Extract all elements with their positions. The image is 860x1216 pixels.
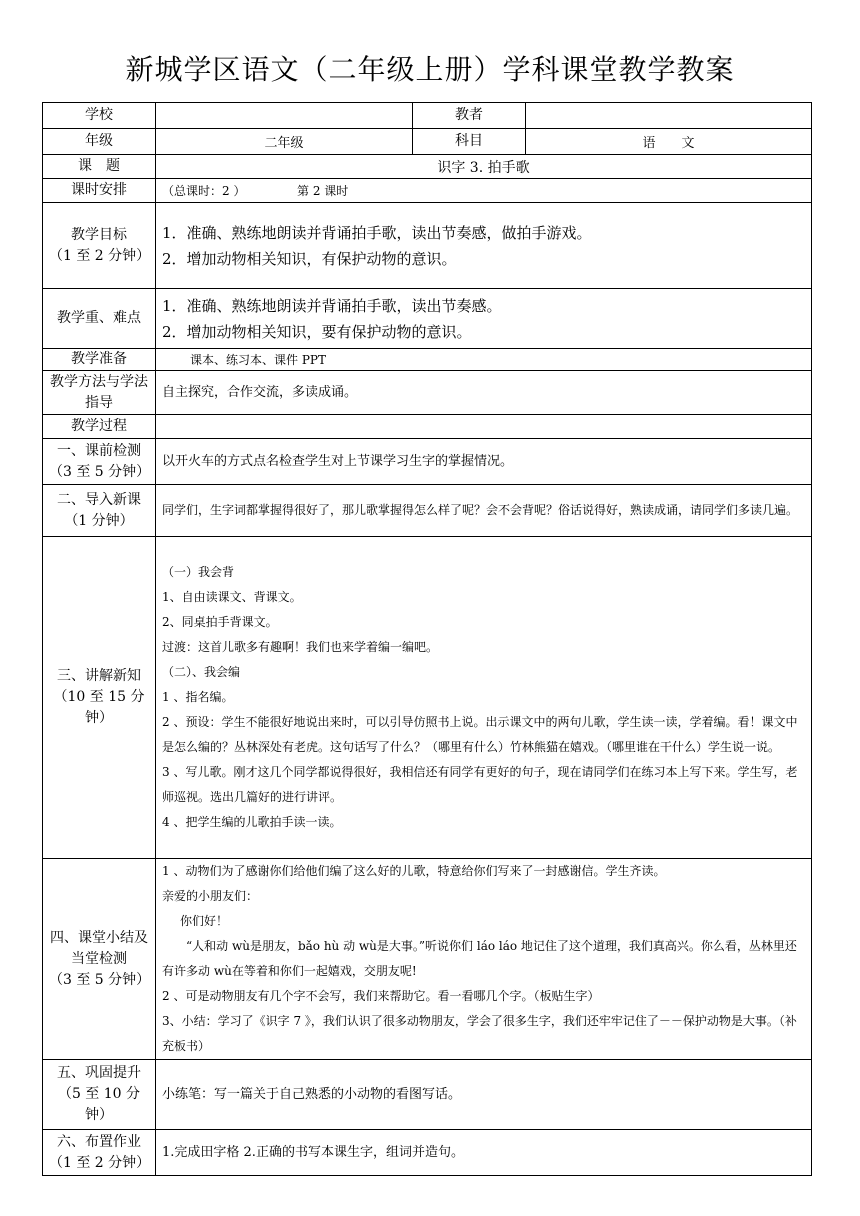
step1-label-cell (43, 439, 156, 485)
step4-line: “人和动 wù是朋友，bǎo hù 动 wù是大事。”听说你们 láo láo 地记住了这个道理，我们真高兴。你么看，丛林里还有许多动 wù在等着和你们一起嬉戏，交朋友呢! (162, 939, 797, 978)
step5-label: 五、巩固提升 (57, 1065, 141, 1081)
row-step2 (43, 485, 812, 537)
grade-label: 年级 (43, 129, 156, 155)
prep-value: 课本、练习本、课件 PPT (156, 349, 812, 371)
step6-time: （1 至 2 分钟） (49, 1154, 151, 1171)
step4-line: 3、小结：学习了《识字 7 》，我们认识了很多动物朋友，学会了很多生字，我们还牢牢记住了－－保护动物是大事。（补充板书） (162, 1014, 797, 1053)
keypoint-item: 1．准确、熟练地朗读并背诵拍手歌，读出节奏感。 (162, 296, 502, 315)
prep-label: 教学准备 (43, 349, 156, 371)
step1-text: 以开火车的方式点名检查学生对上节课学习生字的掌握情况。 (156, 439, 812, 485)
step3-line: 1、自由读课文、背课文。 (162, 590, 302, 604)
subject-label: 科目 (413, 129, 526, 155)
step4-label-cell (43, 859, 156, 1060)
step2-label-cell (43, 485, 156, 537)
step4-line: 你们好！ (180, 914, 229, 928)
step3-line: 4 、把学生编的儿歌拍手读一读。 (162, 815, 342, 829)
school-value (156, 103, 413, 129)
row-step4 (43, 859, 812, 1060)
step2-time: （1 分钟） (64, 512, 134, 529)
topic-value: 识字 3. 拍手歌 (156, 155, 812, 179)
step6-label-cell (43, 1130, 156, 1176)
school-label: 学校 (43, 103, 156, 129)
step2-text: 同学们，生字词都掌握得很好了，那儿歌掌握得怎么样了呢？会不会背呢？俗话说得好，熟读成诵，请同学们多读几遍。 (156, 485, 812, 537)
step2-label: 二、导入新课 (57, 491, 141, 508)
step3-line: 2、同桌拍手背课文。 (162, 615, 278, 629)
hours-label: 课时安排 (43, 179, 156, 203)
step4-line: 亲爱的小朋友们： (162, 889, 259, 903)
step3-label-cell (43, 537, 156, 859)
teacher-value (526, 103, 812, 129)
step5-time: （5 至 10 分钟） (57, 1086, 141, 1123)
step3-line: 3 、写儿歌。刚才这几个同学都说得很好，我相信还有同学有更好的句子，现在请同学们在练习本上写下来。学生写，老师巡视。选出几篇好的进行讲评。 (162, 765, 798, 804)
step3-line: 2 、预设：学生不能很好地说出来时，可以引导仿照书上说。出示课文中的两句儿歌，学生读一读，学着编。看！课文中是怎么编的？丛林深处有老虎。这句话写了什么？（哪里有什么）竹林熊猫在嬉戏。（哪里谁在干什么）学生说一说。 (162, 715, 798, 754)
row-topic (43, 155, 812, 179)
goal-item: 2．增加动物相关知识，有保护动物的意识。 (162, 249, 457, 268)
teacher-label: 教者 (413, 103, 526, 129)
step3-line: 过渡：这首儿歌多有趣啊！我们也来学着编一编吧。 (162, 640, 439, 654)
step3-line: （一）我会背 (162, 565, 235, 579)
row-step3 (43, 537, 812, 859)
method-label: 教学方法与学法指导 (43, 371, 156, 415)
page-title: 新城学区语文（二年级上册）学科课堂教学教案 (125, 53, 735, 86)
step5-label-cell (43, 1060, 156, 1130)
row-step1 (43, 439, 812, 485)
keypoints-cell (156, 289, 812, 349)
row-step5 (43, 1060, 812, 1130)
keypoint-item: 2．增加动物相关知识，要有保护动物的意识。 (162, 322, 472, 341)
row-keypoints (43, 289, 812, 349)
step1-label: 一、课前检测 (57, 442, 141, 459)
subject-value: 语 文 (526, 129, 812, 155)
goals-time: （1 至 2 分钟） (49, 247, 151, 264)
step1-time: （3 至 5 分钟） (49, 463, 151, 480)
step3-cell (156, 537, 812, 859)
goals-label: 教学目标 (71, 226, 127, 243)
step6-text: 1.完成田字格 2.正确的书写本课生字，组词并造句。 (156, 1130, 812, 1176)
step4-line: 1 、动物们为了感谢你们给他们编了这么好的儿歌，特意给你们写来了一封感谢信。学生齐读。 (162, 864, 666, 878)
step4-line: 2 、可是动物朋友有几个字不会写，我们来帮助它。看一看哪几个字。（板贴生字） (162, 989, 600, 1003)
row-goals (43, 203, 812, 289)
process-value (156, 415, 812, 439)
row-prep (43, 349, 812, 371)
row-hours (43, 179, 812, 203)
step5-text: 小练笔：写一篇关于自己熟悉的小动物的看图写话。 (156, 1060, 812, 1130)
step6-label: 六、布置作业 (57, 1133, 141, 1150)
process-label: 教学过程 (43, 415, 156, 439)
row-step6 (43, 1130, 812, 1176)
hours-total: （总课时：2 ） (162, 184, 246, 198)
step3-line: （二）、我会编 (162, 665, 241, 679)
lesson-plan-table (42, 102, 812, 1176)
method-value: 自主探究，合作交流，多读成诵。 (156, 371, 812, 415)
goals-label-cell (43, 203, 156, 289)
goals-cell (156, 203, 812, 289)
step3-label: 三、讲解新知 (57, 668, 141, 684)
topic-label: 课 题 (43, 155, 156, 179)
row-method (43, 371, 812, 415)
grade-value: 二年级 (156, 129, 413, 155)
step3-time: （10 至 15 分钟） (53, 689, 145, 726)
hours-value (156, 179, 812, 203)
hours-current: 第 2 课时 (297, 184, 349, 198)
goal-item: 1．准确、熟练地朗读并背诵拍手歌，读出节奏感，做拍手游戏。 (162, 223, 592, 242)
step3-line: 1 、指名编。 (162, 690, 234, 704)
step4-cell (156, 859, 812, 1060)
step4-time: （3 至 5 分钟） (49, 971, 151, 988)
row-process (43, 415, 812, 439)
row-school (43, 103, 812, 129)
row-grade (43, 129, 812, 155)
step4-label: 四、课堂小结及当堂检测 (50, 929, 148, 967)
keypoints-label: 教学重、难点 (43, 289, 156, 349)
